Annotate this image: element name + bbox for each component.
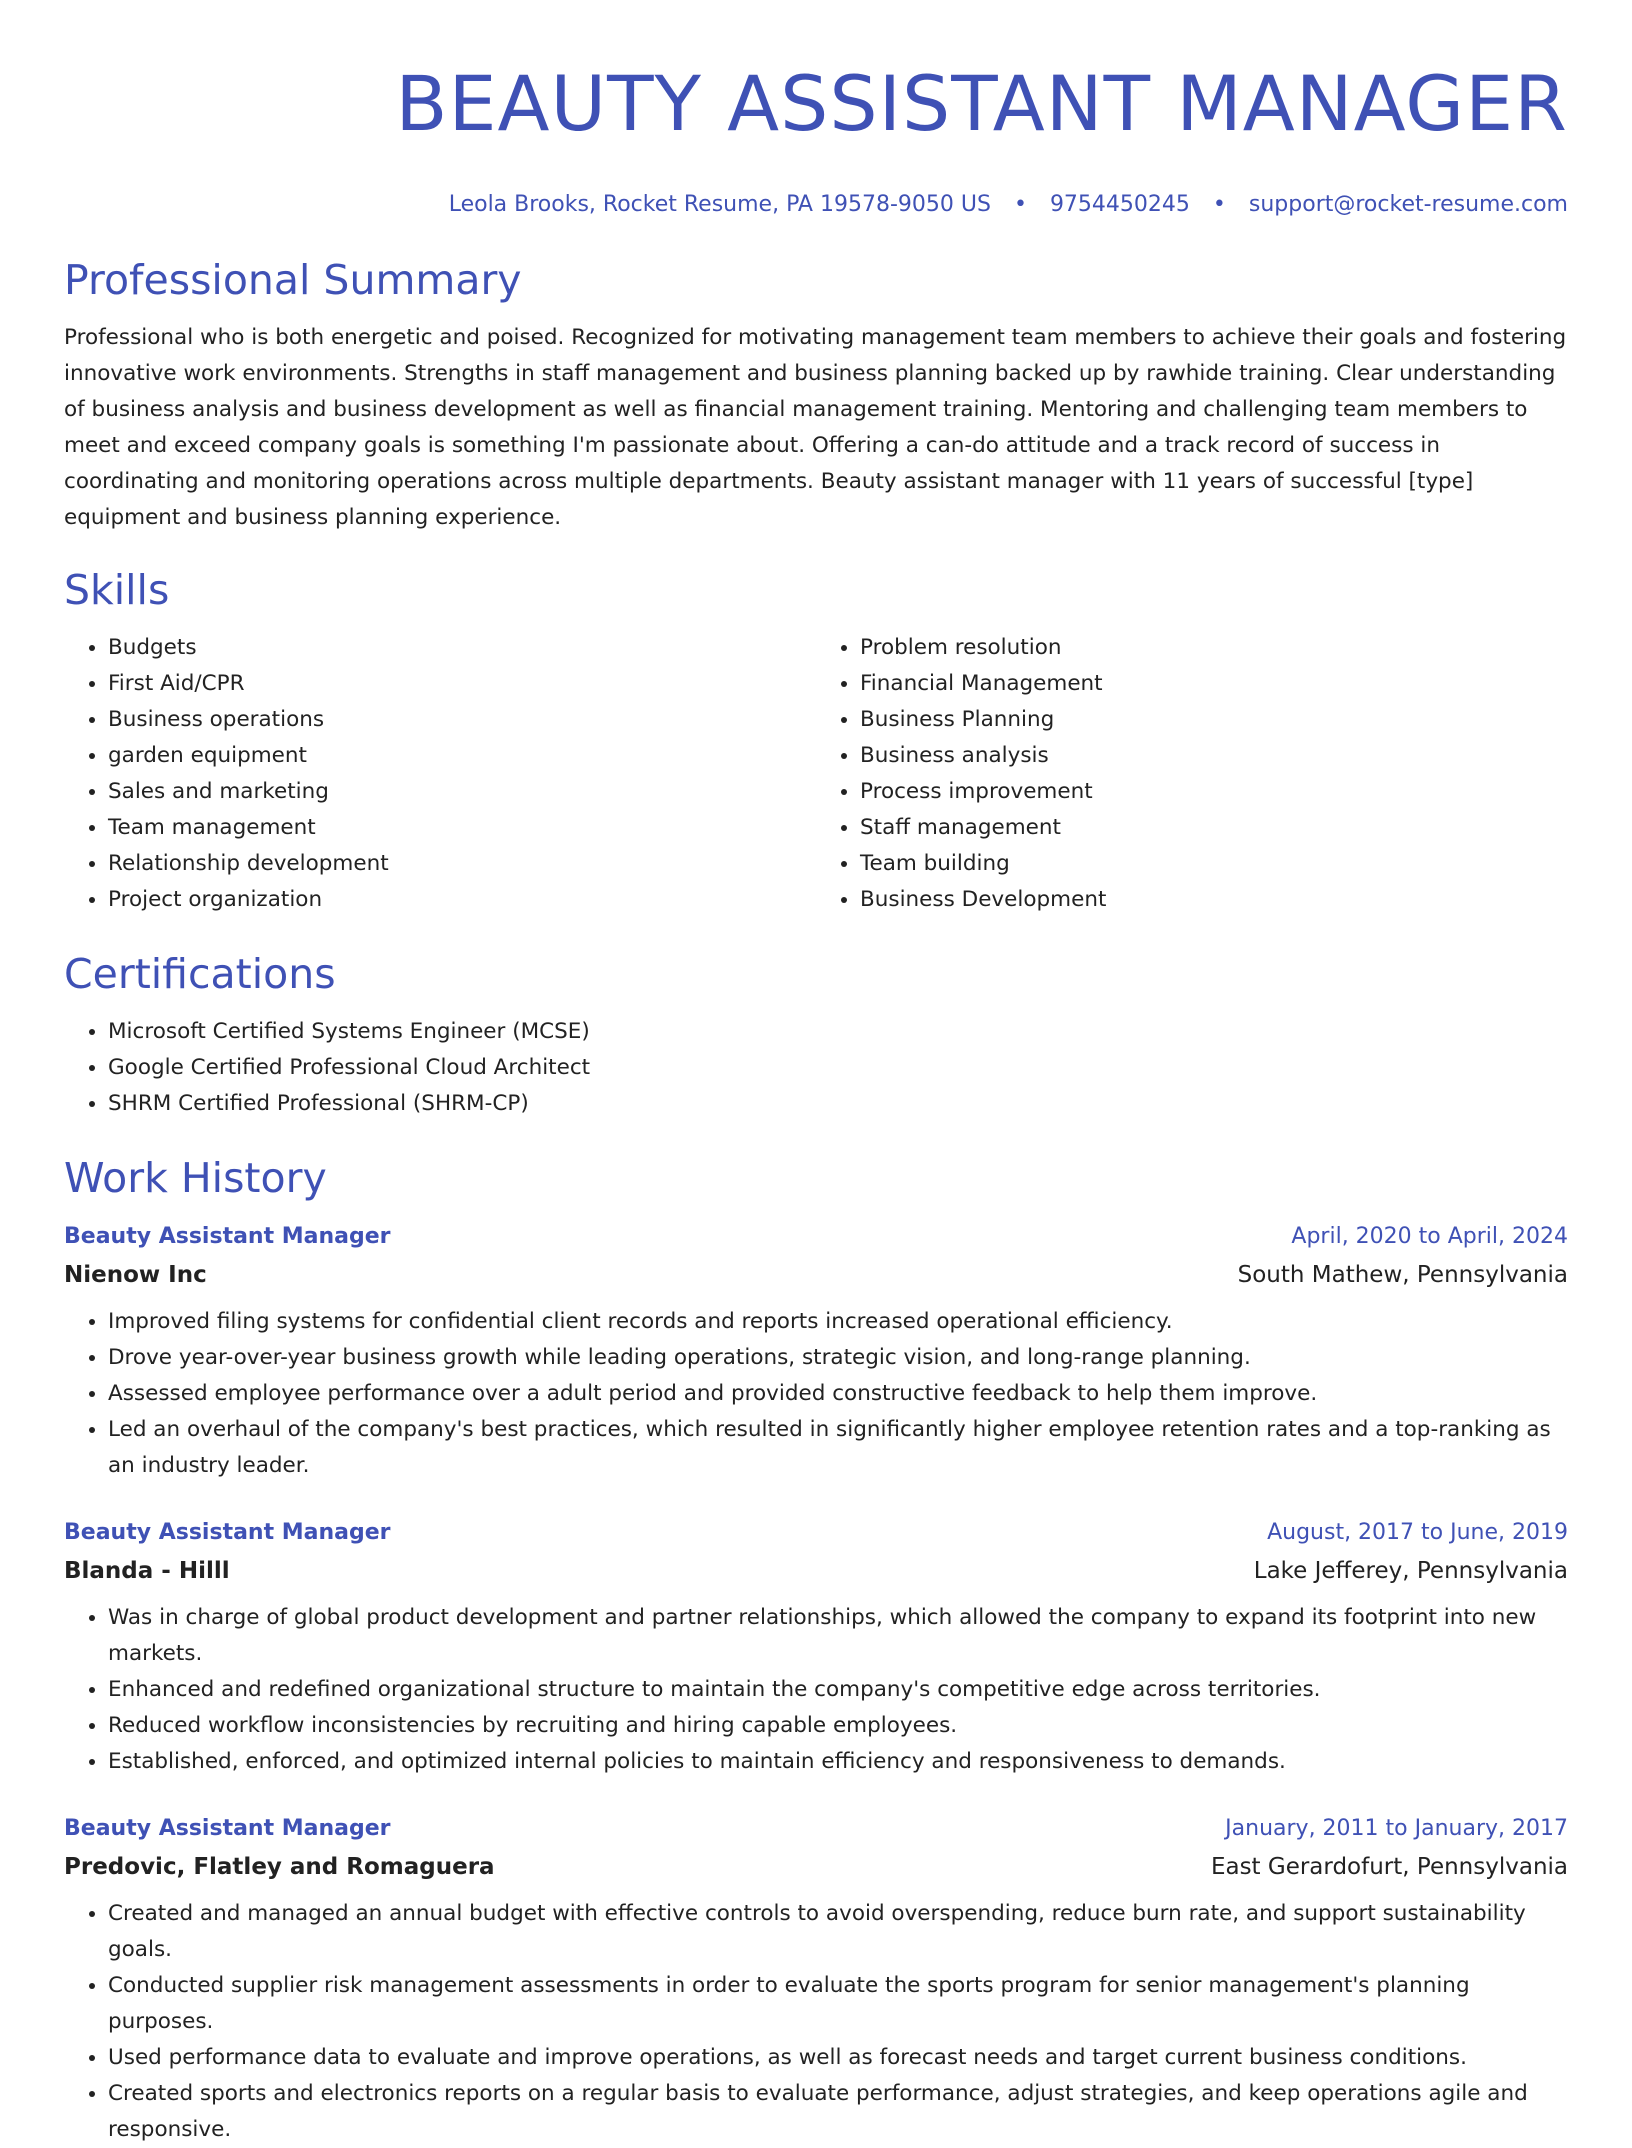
job-subheader bbox=[64, 1552, 1568, 1590]
section-heading-work-history: Work History bbox=[64, 1154, 327, 1202]
summary-section bbox=[64, 254, 1568, 536]
job-dates: April, 2020 to April, 2024 bbox=[1291, 1224, 1568, 1249]
skill-item: • Team building bbox=[860, 846, 1568, 882]
certifications-list bbox=[64, 1014, 1568, 1122]
job-header bbox=[64, 1218, 1568, 1256]
job-title: Beauty Assistant Manager bbox=[64, 1816, 391, 1841]
page-title: BEAUTY ASSISTANT MANAGER bbox=[395, 59, 1568, 148]
job-company: Predovic, Flatley and Romaguera bbox=[64, 1854, 495, 1880]
section-heading-summary: Professional Summary bbox=[64, 256, 522, 304]
contact-address: Leola Brooks, Rocket Resume, PA 19578-9050 US bbox=[448, 192, 991, 217]
job-location: Lake Jefferey, Pennsylvania bbox=[1253, 1558, 1568, 1584]
certification-item: • Google Certified Professional Cloud Architect bbox=[108, 1050, 1568, 1086]
skill-item: • Budgets bbox=[108, 630, 816, 666]
skill-item: • Relationship development bbox=[108, 846, 816, 882]
skills-list-left bbox=[64, 630, 816, 918]
skills-list-right bbox=[816, 630, 1568, 918]
skills-section bbox=[64, 564, 1568, 918]
job-bullet: • Assessed employee performance over a adult period and provided constructive feedback to help them improve. bbox=[108, 1376, 1568, 1412]
certifications-section bbox=[64, 948, 1568, 1122]
skills-columns bbox=[64, 630, 1568, 918]
skill-item: • Business analysis bbox=[860, 738, 1568, 774]
job-bullet: • Conducted supplier risk management assessments in order to evaluate the sports program for senior management's planning purposes. bbox=[108, 1968, 1568, 2040]
job-subheader bbox=[64, 1256, 1568, 1294]
contact-separator: • bbox=[1212, 192, 1226, 217]
job-location: South Mathew, Pennsylvania bbox=[1237, 1262, 1568, 1288]
skill-item: • Process improvement bbox=[860, 774, 1568, 810]
job-bullet: • Used performance data to evaluate and improve operations, as well as forecast needs and target current business conditions. bbox=[108, 2040, 1568, 2076]
skill-item: • Sales and marketing bbox=[108, 774, 816, 810]
job-entry bbox=[64, 1810, 1568, 2148]
job-title: Beauty Assistant Manager bbox=[64, 1520, 391, 1545]
skill-item: • Staff management bbox=[860, 810, 1568, 846]
contact-separator: • bbox=[1013, 192, 1027, 217]
job-dates: August, 2017 to June, 2019 bbox=[1267, 1520, 1568, 1545]
skill-item: • First Aid/CPR bbox=[108, 666, 816, 702]
job-bullet: • Was in charge of global product development and partner relationships, which allowed the company to expand its footprint into new markets. bbox=[108, 1600, 1568, 1672]
job-header bbox=[64, 1810, 1568, 1848]
job-dates: January, 2011 to January, 2017 bbox=[1225, 1816, 1568, 1841]
certification-item: • SHRM Certified Professional (SHRM-CP) bbox=[108, 1086, 1568, 1122]
job-bullet: • Created sports and electronics reports on a regular basis to evaluate performance, adjust strategies, and keep operations agile and responsive. bbox=[108, 2076, 1568, 2148]
job-bullet: • Established, enforced, and optimized internal policies to maintain efficiency and responsiveness to demands. bbox=[108, 1744, 1568, 1780]
work-history-section bbox=[64, 1152, 1568, 2148]
certification-item: • Microsoft Certified Systems Engineer (MCSE) bbox=[108, 1014, 1568, 1050]
job-bullet: • Drove year-over-year business growth while leading operations, strategic vision, and long-range planning. bbox=[108, 1340, 1568, 1376]
job-company: Blanda - Hilll bbox=[64, 1558, 230, 1584]
skill-item: • Business Planning bbox=[860, 702, 1568, 738]
section-heading-skills: Skills bbox=[64, 566, 170, 614]
skill-item: • Financial Management bbox=[860, 666, 1568, 702]
skill-item: • Team management bbox=[108, 810, 816, 846]
job-company: Nienow Inc bbox=[64, 1262, 207, 1288]
job-title: Beauty Assistant Manager bbox=[64, 1224, 391, 1249]
contact-phone: 9754450245 bbox=[1049, 192, 1190, 217]
job-bullet: • Led an overhaul of the company's best practices, which resulted in significantly higher employee retention rates and a top-ranking as an industry leader. bbox=[108, 1412, 1568, 1484]
job-header bbox=[64, 1514, 1568, 1552]
job-entry bbox=[64, 1514, 1568, 1780]
skill-item: • Business Development bbox=[860, 882, 1568, 918]
skill-item: • Problem resolution bbox=[860, 630, 1568, 666]
job-location: East Gerardofurt, Pennsylvania bbox=[1210, 1854, 1568, 1880]
job-bullet: • Reduced workflow inconsistencies by recruiting and hiring capable employees. bbox=[108, 1708, 1568, 1744]
contact-line bbox=[64, 190, 1568, 220]
summary-text: Professional who is both energetic and poised. Recognized for motivating management team members to achieve their goals and fostering innovative work environments. Strengths in staff management and business planning backed up by rawhide training. Clear understanding of business analysis and business development as well as financial management training. Mentoring and challenging team members to meet and exceed company goals is something I'm passionate about. Offering a can-do attitude and a track record of success in coordinating and monitoring operations across multiple departments. Beauty assistant manager with 11 years of successful [type] equipment and business planning experience. bbox=[64, 325, 1567, 530]
job-bullets bbox=[64, 1600, 1568, 1780]
skill-item: • Business operations bbox=[108, 702, 816, 738]
job-bullets bbox=[64, 1304, 1568, 1484]
job-entry bbox=[64, 1218, 1568, 1484]
skill-item: • Project organization bbox=[108, 882, 816, 918]
job-bullet: • Enhanced and redefined organizational structure to maintain the company's competitive edge across territories. bbox=[108, 1672, 1568, 1708]
job-subheader bbox=[64, 1848, 1568, 1886]
section-heading-certifications: Certifications bbox=[64, 950, 336, 998]
contact-email[interactable]: support@rocket-resume.com bbox=[1248, 192, 1568, 217]
skill-item: • garden equipment bbox=[108, 738, 816, 774]
job-bullet: • Created and managed an annual budget with effective controls to avoid overspending, reduce burn rate, and support sustainability goals. bbox=[108, 1896, 1568, 1968]
job-bullets bbox=[64, 1896, 1568, 2148]
job-bullet: • Improved filing systems for confidential client records and reports increased operational efficiency. bbox=[108, 1304, 1568, 1340]
